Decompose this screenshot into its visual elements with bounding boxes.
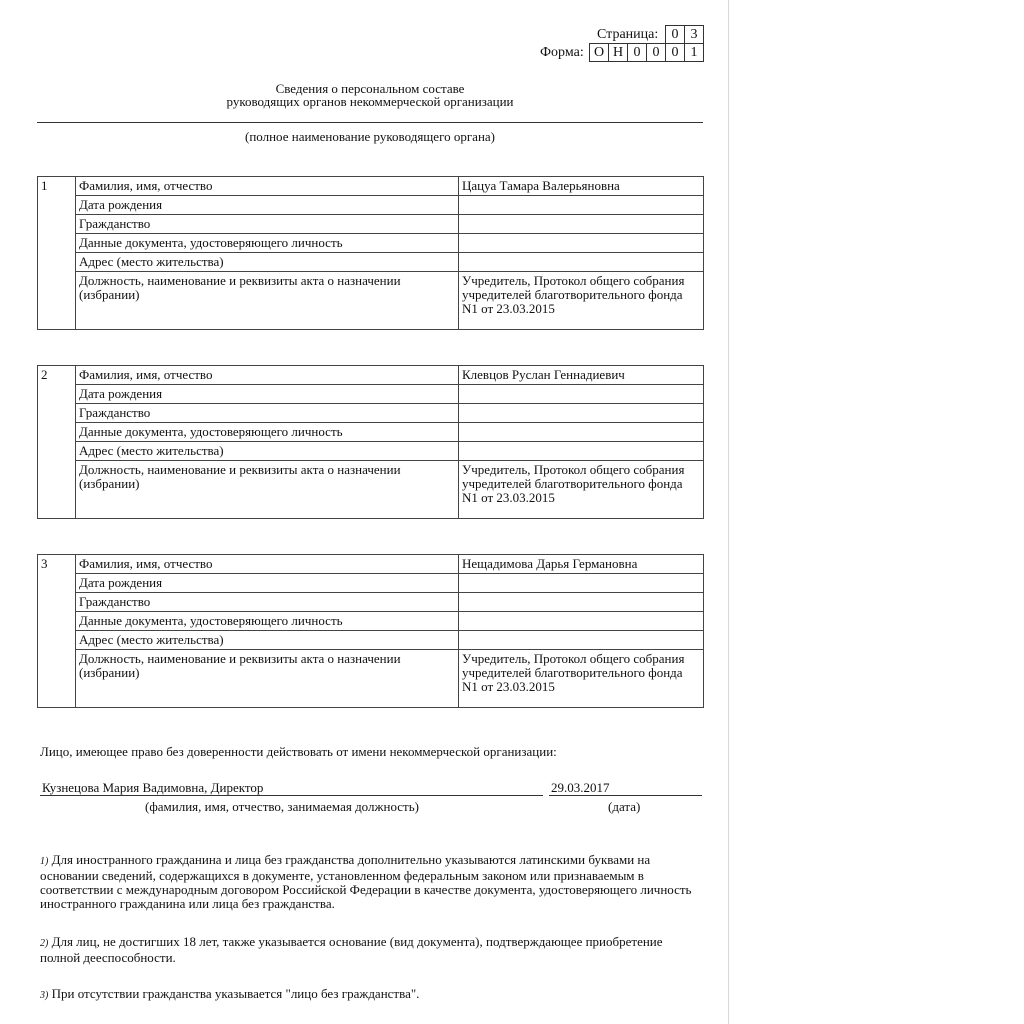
form-digit: Н [608,43,628,62]
table-row-fio [38,555,704,574]
signature-name-line [40,795,543,796]
name-caption: (фамилия, имя, отчество, занимаемая должность) [145,799,419,814]
person-address [459,253,704,272]
person-table [37,554,704,708]
table-row [38,404,704,423]
table-row [38,234,704,253]
row-label: Дата рождения [76,385,459,404]
table-row [38,442,704,461]
form-digit: 0 [646,43,666,62]
form-label: Форма: [540,45,584,60]
signature-intro: Лицо, имеющее право без доверенности действовать от имени некоммерческой организации: [40,744,557,759]
footnote-2 [40,935,705,965]
person-address [459,442,704,461]
table-row-fio [38,177,704,196]
person-fio: Цацуа Тамара Валерьяновна [459,177,704,196]
person-address [459,631,704,650]
person-fio: Клевцов Руслан Геннадиевич [459,366,704,385]
row-label: Данные документа, удостоверяющего личность [76,234,459,253]
person-position: Учредитель, Протокол общего собрания учредителей благотворительного фонда N1 от 23.03.2015 [459,650,704,708]
footnote-1 [40,853,705,911]
table-row [38,423,704,442]
table-row [38,215,704,234]
doc-title-line1: Сведения о персональном составе [275,81,465,96]
signature-date-line [549,795,702,796]
table-row [38,196,704,215]
form-digit: 0 [665,43,685,62]
person-birth [459,196,704,215]
person-citizenship [459,593,704,612]
table-row [38,650,704,708]
date-caption: (дата) [608,799,641,814]
row-label: Должность, наименование и реквизиты акта о назначении (избрании) [76,650,459,708]
footnote-text: Для лиц, не достигших 18 лет, также указывается основание (вид документа), подтверждающее приобретение полной дееспособности. [40,934,663,965]
page-edge [728,0,729,1024]
row-label: Дата рождения [76,196,459,215]
page-label: Страница: [597,27,659,42]
form-digit: 1 [684,43,704,62]
row-label: Данные документа, удостоверяющего личность [76,423,459,442]
person-table [37,365,704,519]
footnote-mark: 3) [40,990,49,1001]
table-row [38,272,704,330]
organ-caption: (полное наименование руководящего органа) [245,129,495,144]
row-label: Данные документа, удостоверяющего личность [76,612,459,631]
table-row [38,574,704,593]
person-table [37,176,704,330]
row-label: Адрес (место жительства) [76,442,459,461]
table-row [38,461,704,519]
row-label: Гражданство [76,593,459,612]
person-birth [459,385,704,404]
person-fio: Нещадимова Дарья Германовна [459,555,704,574]
person-number: 2 [38,366,76,519]
footnote-3 [40,987,705,1003]
table-row [38,385,704,404]
form-digit: О [589,43,609,62]
table-row-fio [38,366,704,385]
page-digit: 3 [684,25,704,44]
footnote-text: Для иностранного гражданина и лица без гражданства дополнительно указываются латинскими буквами на основании сведений, содержащихся в документе, установленном федеральным законом или признаваемым в соответствии с международным договором Российской Федерации в качестве документа, удостоверяющего личность иностранного гражданина или лица без гражданства. [40,852,692,911]
row-label: Фамилия, имя, отчество [76,366,459,385]
table-row [38,612,704,631]
person-number: 3 [38,555,76,708]
person-position: Учредитель, Протокол общего собрания учредителей благотворительного фонда N1 от 23.03.2015 [459,461,704,519]
signer-name: Кузнецова Мария Вадимовна, Директор [42,780,264,795]
person-citizenship [459,215,704,234]
row-label: Должность, наименование и реквизиты акта о назначении (избрании) [76,272,459,330]
doc-title-line2: руководящих органов некоммерческой организации [226,94,514,109]
footnote-mark: 1) [40,856,49,867]
person-birth [459,574,704,593]
person-document [459,234,704,253]
table-row [38,593,704,612]
row-label: Гражданство [76,215,459,234]
person-citizenship [459,404,704,423]
person-position: Учредитель, Протокол общего собрания учредителей благотворительного фонда N1 от 23.03.2015 [459,272,704,330]
row-label: Фамилия, имя, отчество [76,555,459,574]
row-label: Должность, наименование и реквизиты акта о назначении (избрании) [76,461,459,519]
table-row [38,253,704,272]
row-label: Гражданство [76,404,459,423]
person-document [459,423,704,442]
person-document [459,612,704,631]
signature-date: 29.03.2017 [551,780,610,795]
person-number: 1 [38,177,76,330]
organ-name-line [37,122,703,123]
page-digit: 0 [665,25,685,44]
table-row [38,631,704,650]
row-label: Адрес (место жительства) [76,631,459,650]
row-label: Адрес (место жительства) [76,253,459,272]
row-label: Дата рождения [76,574,459,593]
form-digit: 0 [627,43,647,62]
row-label: Фамилия, имя, отчество [76,177,459,196]
footnote-mark: 2) [40,938,49,949]
footnote-text: При отсутствии гражданства указывается "лицо без гражданства". [51,986,420,1001]
